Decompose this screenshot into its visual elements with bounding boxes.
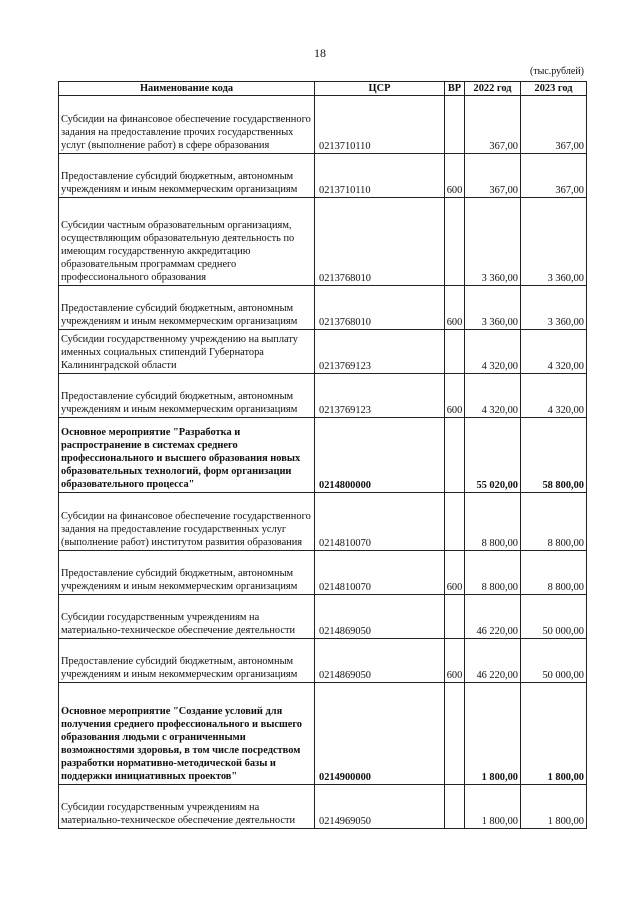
row-csr: 0214869050 bbox=[315, 595, 445, 639]
table-row bbox=[59, 639, 587, 683]
table-row bbox=[59, 785, 587, 829]
row-vr: 600 bbox=[445, 154, 465, 198]
row-name: Субсидии государственному учреждению на выплату именных социальных стипендий Губернатора Калининградской области bbox=[59, 330, 315, 374]
row-vr bbox=[445, 595, 465, 639]
row-value-2022: 367,00 bbox=[465, 154, 521, 198]
row-vr: 600 bbox=[445, 374, 465, 418]
row-csr: 0213710110 bbox=[315, 96, 445, 154]
row-name: Субсидии государственным учреждениям на материально-техническое обеспечение деятельности bbox=[59, 785, 315, 829]
row-name: Основное мероприятие "Разработка и распространение в системах среднего профессионального и высшего образования новых образовательных технологий, форм организации образовательного процесса" bbox=[59, 418, 315, 493]
row-vr bbox=[445, 683, 465, 785]
row-value-2023: 1 800,00 bbox=[521, 785, 587, 829]
row-vr bbox=[445, 96, 465, 154]
row-csr: 0213769123 bbox=[315, 330, 445, 374]
row-csr: 0213769123 bbox=[315, 374, 445, 418]
table-row bbox=[59, 595, 587, 639]
row-value-2022: 367,00 bbox=[465, 96, 521, 154]
table-row bbox=[59, 154, 587, 198]
row-value-2022: 3 360,00 bbox=[465, 198, 521, 286]
table-row bbox=[59, 96, 587, 154]
row-vr bbox=[445, 785, 465, 829]
row-value-2022: 3 360,00 bbox=[465, 286, 521, 330]
row-csr: 0214969050 bbox=[315, 785, 445, 829]
table-row bbox=[59, 493, 587, 551]
row-value-2022: 8 800,00 bbox=[465, 493, 521, 551]
row-csr: 0214800000 bbox=[315, 418, 445, 493]
row-name: Предоставление субсидий бюджетным, автономным учреждениям и иным некоммерческим организациям bbox=[59, 374, 315, 418]
row-vr bbox=[445, 330, 465, 374]
row-vr: 600 bbox=[445, 286, 465, 330]
page-number: 18 bbox=[314, 46, 326, 60]
row-vr: 600 bbox=[445, 639, 465, 683]
row-value-2022: 46 220,00 bbox=[465, 595, 521, 639]
row-value-2023: 367,00 bbox=[521, 96, 587, 154]
header-vr: ВР bbox=[445, 82, 465, 96]
row-value-2022: 1 800,00 bbox=[465, 683, 521, 785]
row-csr: 0214810070 bbox=[315, 551, 445, 595]
row-value-2023: 8 800,00 bbox=[521, 493, 587, 551]
row-name: Субсидии государственным учреждениям на материально-техническое обеспечение деятельности bbox=[59, 595, 315, 639]
table-row bbox=[59, 198, 587, 286]
row-csr: 0213768010 bbox=[315, 286, 445, 330]
row-name: Предоставление субсидий бюджетным, автономным учреждениям и иным некоммерческим организациям bbox=[59, 286, 315, 330]
row-value-2022: 4 320,00 bbox=[465, 330, 521, 374]
row-value-2023: 50 000,00 bbox=[521, 639, 587, 683]
row-value-2023: 3 360,00 bbox=[521, 198, 587, 286]
row-csr: 0214869050 bbox=[315, 639, 445, 683]
row-value-2022: 55 020,00 bbox=[465, 418, 521, 493]
row-value-2022: 46 220,00 bbox=[465, 639, 521, 683]
table-row bbox=[59, 330, 587, 374]
row-value-2022: 1 800,00 bbox=[465, 785, 521, 829]
row-value-2023: 8 800,00 bbox=[521, 551, 587, 595]
table-row bbox=[59, 374, 587, 418]
row-name: Основное мероприятие "Создание условий для получения среднего профессионального и высшего образования людьми с ограниченными возможностями здоровья, в том числе посредством разработки нормативно-методической базы и поддержки инициативных проектов" bbox=[59, 683, 315, 785]
row-value-2022: 4 320,00 bbox=[465, 374, 521, 418]
row-csr: 0214900000 bbox=[315, 683, 445, 785]
row-vr bbox=[445, 418, 465, 493]
row-csr: 0213768010 bbox=[315, 198, 445, 286]
budget-table bbox=[58, 81, 587, 829]
row-vr: 600 bbox=[445, 551, 465, 595]
row-name: Предоставление субсидий бюджетным, автономным учреждениям и иным некоммерческим организациям bbox=[59, 639, 315, 683]
header-2023: 2023 год bbox=[521, 82, 587, 96]
header-csr: ЦСР bbox=[315, 82, 445, 96]
header-name: Наименование кода bbox=[59, 82, 315, 96]
row-name: Предоставление субсидий бюджетным, автономным учреждениям и иным некоммерческим организациям bbox=[59, 551, 315, 595]
row-csr: 0213710110 bbox=[315, 154, 445, 198]
row-value-2023: 50 000,00 bbox=[521, 595, 587, 639]
row-value-2023: 58 800,00 bbox=[521, 418, 587, 493]
table-row bbox=[59, 683, 587, 785]
table-row bbox=[59, 551, 587, 595]
row-value-2022: 8 800,00 bbox=[465, 551, 521, 595]
row-name: Субсидии на финансовое обеспечение государственного задания на предоставление государственных услуг (выполнение работ) институтом развития образования bbox=[59, 493, 315, 551]
units-label: (тыс.рублей) bbox=[529, 66, 584, 77]
row-name: Предоставление субсидий бюджетным, автономным учреждениям и иным некоммерческим организациям bbox=[59, 154, 315, 198]
header-row bbox=[59, 82, 587, 96]
row-value-2023: 1 800,00 bbox=[521, 683, 587, 785]
row-name: Субсидии частным образовательным организациям, осуществляющим образовательную деятельность по имеющим государственную аккредитацию образовательным программам среднего профессионального образования bbox=[59, 198, 315, 286]
row-vr bbox=[445, 198, 465, 286]
row-value-2023: 4 320,00 bbox=[521, 374, 587, 418]
table-row bbox=[59, 418, 587, 493]
row-value-2023: 367,00 bbox=[521, 154, 587, 198]
table-row bbox=[59, 286, 587, 330]
row-name: Субсидии на финансовое обеспечение государственного задания на предоставление прочих государственных услуг (выполнение работ) в сфере образования bbox=[59, 96, 315, 154]
row-vr bbox=[445, 493, 465, 551]
row-csr: 0214810070 bbox=[315, 493, 445, 551]
row-value-2023: 3 360,00 bbox=[521, 286, 587, 330]
row-value-2023: 4 320,00 bbox=[521, 330, 587, 374]
header-2022: 2022 год bbox=[465, 82, 521, 96]
